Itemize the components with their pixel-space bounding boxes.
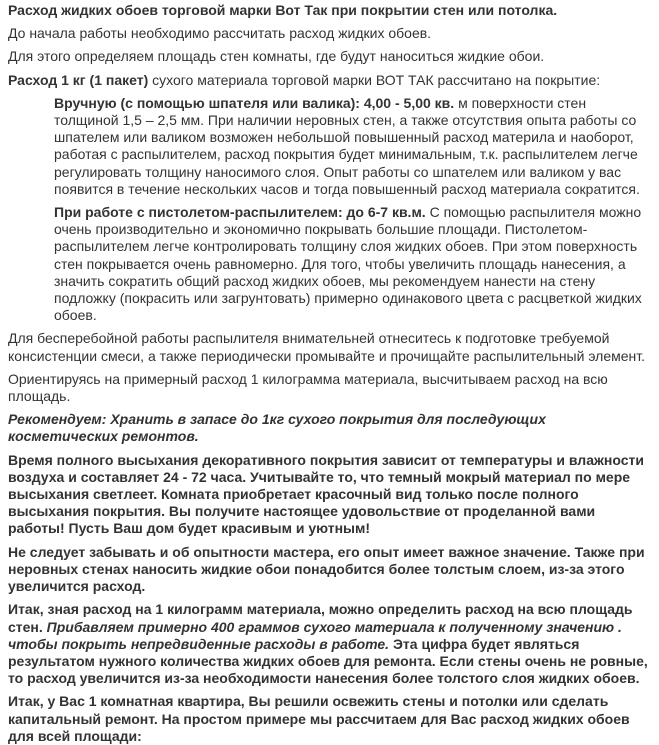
text-run-bold: Время полного высыхания декоративного покрытия зависит от температуры и влажности воздуха и составляет 24 - 72 часа. Учитывайте то, что темный мокрый материал по мере высыхания светлеет. Комната приобретает красочный вид только после полного высыхания покрытия. Вы получите настоящее удовольствие от проделанной вами работы! Пусть Ваш дом будет красивым и уютным! bbox=[8, 451, 644, 537]
text-run: м поверхности стен толщиной 1,5 – 2,5 мм. При наличии неровных стен, а также отсутствия опыта работы со шпателем или валиком возможен небольшой повышенный расход материла и наоборот, работая с распылителем, расход покрытия будет минимальным, т.к. распылителем легче регулировать толщину наносимого слоя. Опыт работы со шпателем или валиком у вас появится в течение нескольких часов и тогда повышенный расход материала сократится. bbox=[54, 94, 640, 197]
text-run-bold-italic: Прибавляем примерно 400 граммов сухого материала к полученному значению . чтобы покрыть непредвиденные расходы в работе. bbox=[8, 618, 622, 652]
text-run-bold: Вручную (с помощью шпателя или валика): 4,00 - 5,00 кв. bbox=[54, 94, 455, 111]
paragraph-master-experience bbox=[8, 544, 652, 596]
text-run: До начала работы необходимо рассчитать расход жидких обоев. bbox=[8, 25, 432, 42]
article-title bbox=[8, 2, 652, 19]
paragraph-consumption-per-kg bbox=[8, 72, 652, 89]
text-run-bold: Не следует забывать и об опытности мастера, его опыт имеет важное значение. Также при неровных стенах наносить жидкие обои понадобится более толстым слоем, из-за этого увеличится расход. bbox=[8, 543, 645, 595]
text-run: Ориентируясь на примерный расход 1 килограмма материала, высчитываем расход на всю площадь. bbox=[8, 370, 608, 405]
text-run-bold: При работе с пистолетом-распылителем: до 6-7 кв.м. bbox=[54, 204, 426, 221]
paragraph-sprayer-care bbox=[8, 330, 652, 364]
text-run-bold: Расход 1 кг (1 пакет) bbox=[8, 71, 149, 88]
text-run: Расход жидких обоев торговой марки Вот Так при покрытии стен или потолка. bbox=[8, 2, 558, 18]
text-run-bold: Итак, у Вас 1 комнатная квартира, Вы решили освежить стены и потолки или сделать капитальный ремонт. На простом примере мы рассчитаем для Вас расход жидких обоев для всей площади: bbox=[8, 693, 630, 744]
text-run-bold: Итак, зная расход на 1 килограмм материала, можно определить расход на всю площадь стен. bbox=[8, 601, 633, 635]
text-run-bold: Эта цифра будет являться результатом нужного количества жидких обоев для ремонта. Если стены очень не ровные, то расход увеличится из-за необходимости нанесения более толстого слоя жидких обоев. bbox=[8, 635, 648, 687]
paragraph-estimate-total bbox=[8, 371, 652, 405]
paragraph-manual-application bbox=[54, 95, 652, 198]
paragraph-total-calculation bbox=[8, 601, 652, 687]
text-run: сухого материала торговой марки ВОТ ТАК рассчитано на покрытие: bbox=[148, 71, 601, 88]
text-run: С помощью распылителя можно очень производительно и экономично покрывать большие площади. Пистолетом-распылителем легче контролировать толщину слоя жидких обоев. При этом поверхность стен покрывается очень равномерно. Для того, чтобы увеличить площадь нанесения, а значить сократить общий расход жидких обоев, мы рекомендуем нанести на стену подложку (покрасить или загрунтовать) примерно одинакового цвета с расцветкой жидких обоев. bbox=[54, 204, 642, 324]
paragraph-recommendation bbox=[8, 411, 652, 445]
paragraph-example-intro bbox=[8, 693, 652, 745]
text-run-bold-italic: Рекомендуем: Хранить в запасе до 1кг сухого покрытия для последующих косметических ремонтов. bbox=[8, 411, 546, 445]
text-run: Для этого определяем площадь стен комнаты, где будут наноситься жидкие обои. bbox=[8, 48, 545, 65]
text-run: Для бесперебойной работы распылителя внимательней отнеситесь к подготовке требуемой консистенции смеси, а также периодически промывайте и прочищайте распылительный элемент. bbox=[8, 330, 646, 364]
paragraph-intro-calc bbox=[8, 25, 652, 42]
paragraph-intro-area bbox=[8, 48, 652, 65]
paragraph-spray-application bbox=[54, 204, 652, 324]
paragraph-drying-time bbox=[8, 452, 652, 538]
